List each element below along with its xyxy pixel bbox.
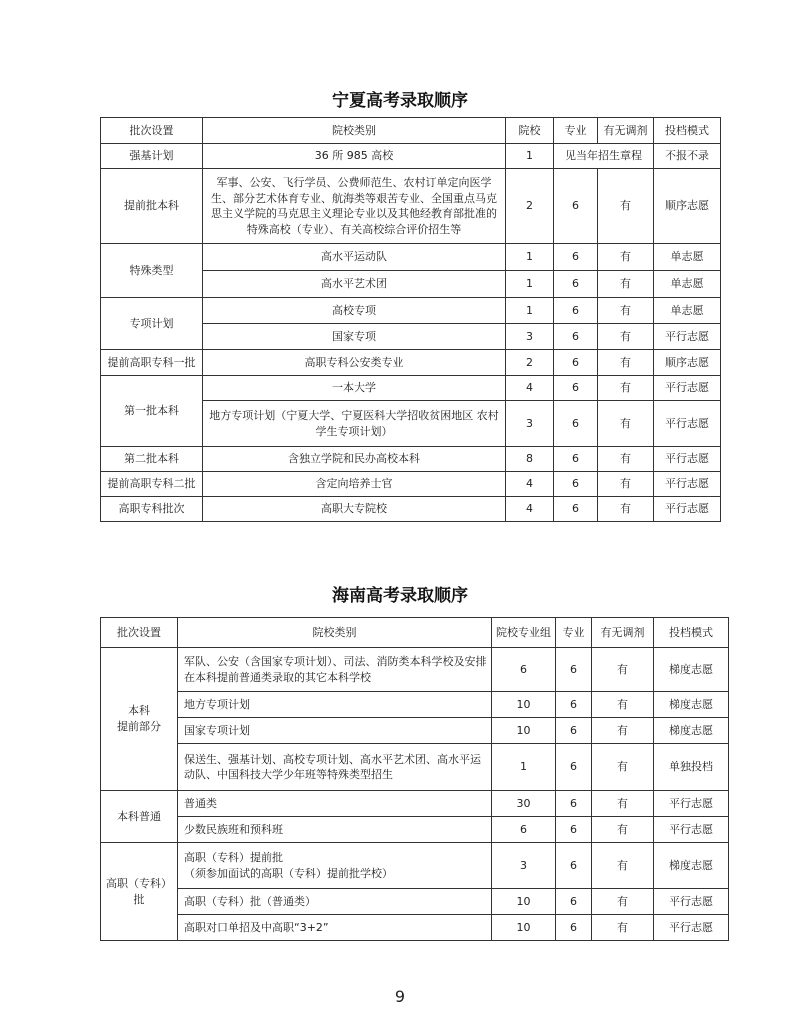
table-row [101, 472, 721, 497]
groups-cell: 6 [492, 648, 556, 692]
table-row [101, 298, 721, 324]
mode-cell: 平行志愿 [654, 324, 721, 350]
majors-cell: 6 [554, 447, 598, 472]
majors-cell: 6 [554, 244, 598, 271]
table-row [101, 843, 729, 889]
groups-cell: 10 [492, 915, 556, 941]
adjust-cell: 有 [598, 401, 654, 447]
mode-cell: 平行志愿 [654, 497, 721, 522]
majors-cell: 6 [556, 817, 592, 843]
adjust-cell: 有 [598, 376, 654, 401]
note-cell: 见当年招生章程 [554, 144, 654, 169]
mode-cell: 平行志愿 [654, 376, 721, 401]
groups-cell: 10 [492, 889, 556, 915]
mode-cell: 单志愿 [654, 244, 721, 271]
table-row [101, 497, 721, 522]
majors-cell: 6 [554, 401, 598, 447]
batch-cell: 提前批本科 [101, 169, 203, 244]
schools-cell: 3 [506, 401, 554, 447]
table-row [101, 244, 721, 271]
mode-cell: 单独投档 [654, 744, 729, 791]
table-row [101, 169, 721, 244]
adjust-cell: 有 [598, 271, 654, 298]
adjust-cell: 有 [598, 298, 654, 324]
adjust-cell: 有 [592, 915, 654, 941]
table-row [101, 889, 729, 915]
table-row [101, 144, 721, 169]
category-cell: 保送生、强基计划、高校专项计划、高水平艺术团、高水平运动队、中国科技大学少年班等特殊类型招生 [178, 744, 492, 791]
ningxia-table [100, 117, 721, 522]
table-header-row [101, 618, 729, 648]
adjust-cell: 有 [592, 817, 654, 843]
column-header: 专业 [554, 118, 598, 144]
majors-cell: 6 [554, 169, 598, 244]
table-row [101, 817, 729, 843]
table-row [101, 376, 721, 401]
groups-cell: 6 [492, 817, 556, 843]
column-header: 有无调剂 [598, 118, 654, 144]
table-row [101, 744, 729, 791]
category-cell: 高校专项 [203, 298, 506, 324]
category-cell: 高职专科公安类专业 [203, 350, 506, 376]
table-row [101, 718, 729, 744]
adjust-cell: 有 [592, 843, 654, 889]
table-row [101, 791, 729, 817]
mode-cell: 顺序志愿 [654, 169, 721, 244]
adjust-cell: 有 [598, 324, 654, 350]
batch-cell: 本科 提前部分 [101, 648, 178, 791]
majors-cell: 6 [554, 472, 598, 497]
majors-cell: 6 [556, 889, 592, 915]
mode-cell: 平行志愿 [654, 791, 729, 817]
schools-cell: 1 [506, 271, 554, 298]
schools-cell: 1 [506, 144, 554, 169]
category-cell: 高水平运动队 [203, 244, 506, 271]
batch-cell: 高职专科批次 [101, 497, 203, 522]
column-header: 院校 [506, 118, 554, 144]
groups-cell: 10 [492, 718, 556, 744]
category-cell: 高职（专科）批（普通类） [178, 889, 492, 915]
batch-cell: 强基计划 [101, 144, 203, 169]
batch-cell: 本科普通 [101, 791, 178, 843]
column-header: 院校类别 [203, 118, 506, 144]
column-header: 有无调剂 [592, 618, 654, 648]
table-header-row [101, 118, 721, 144]
category-cell: 一本大学 [203, 376, 506, 401]
ningxia-title: 宁夏高考录取顺序 [332, 91, 468, 111]
groups-cell: 30 [492, 791, 556, 817]
mode-cell: 不报不录 [654, 144, 721, 169]
table-row [101, 350, 721, 376]
batch-cell: 提前高职专科二批 [101, 472, 203, 497]
schools-cell: 2 [506, 350, 554, 376]
batch-cell: 第一批本科 [101, 376, 203, 447]
mode-cell: 梯度志愿 [654, 718, 729, 744]
hainan-table [100, 617, 729, 941]
adjust-cell: 有 [592, 744, 654, 791]
column-header: 院校类别 [178, 618, 492, 648]
majors-cell: 6 [556, 843, 592, 889]
majors-cell: 6 [556, 718, 592, 744]
category-cell: 普通类 [178, 791, 492, 817]
adjust-cell: 有 [592, 889, 654, 915]
schools-cell: 3 [506, 324, 554, 350]
schools-cell: 2 [506, 169, 554, 244]
hainan-title: 海南高考录取顺序 [332, 586, 468, 606]
column-header: 批次设置 [101, 118, 203, 144]
majors-cell: 6 [554, 497, 598, 522]
mode-cell: 平行志愿 [654, 472, 721, 497]
mode-cell: 平行志愿 [654, 889, 729, 915]
category-cell: 高职大专院校 [203, 497, 506, 522]
batch-cell: 提前高职专科一批 [101, 350, 203, 376]
table-row [101, 692, 729, 718]
schools-cell: 4 [506, 472, 554, 497]
majors-cell: 6 [556, 791, 592, 817]
table-row [101, 648, 729, 692]
adjust-cell: 有 [598, 472, 654, 497]
batch-cell: 高职（专科） 批 [101, 843, 178, 941]
page-number: 9 [394, 987, 406, 1006]
category-cell: 地方专项计划（宁夏大学、宁夏医科大学招收贫困地区 农村学生专项计划） [203, 401, 506, 447]
mode-cell: 平行志愿 [654, 401, 721, 447]
column-header: 投档模式 [654, 618, 729, 648]
majors-cell: 6 [556, 744, 592, 791]
mode-cell: 单志愿 [654, 271, 721, 298]
majors-cell: 6 [554, 271, 598, 298]
category-cell: 地方专项计划 [178, 692, 492, 718]
schools-cell: 8 [506, 447, 554, 472]
adjust-cell: 有 [592, 648, 654, 692]
column-header: 投档模式 [654, 118, 721, 144]
mode-cell: 梯度志愿 [654, 648, 729, 692]
mode-cell: 平行志愿 [654, 915, 729, 941]
schools-cell: 4 [506, 376, 554, 401]
batch-cell: 特殊类型 [101, 244, 203, 298]
adjust-cell: 有 [598, 169, 654, 244]
mode-cell: 平行志愿 [654, 817, 729, 843]
column-header: 专业 [556, 618, 592, 648]
category-cell: 军事、公安、飞行学员、公费师范生、农村订单定向医学生、部分艺术体育专业、航海类等艰苦专业、全国重点马克思主义学院的马克思主义理论专业以及其他经教育部批准的特殊高校（专业）、有关高校综合评价招生等 [203, 169, 506, 244]
category-cell: 少数民族班和预科班 [178, 817, 492, 843]
adjust-cell: 有 [598, 244, 654, 271]
batch-cell: 第二批本科 [101, 447, 203, 472]
majors-cell: 6 [554, 350, 598, 376]
groups-cell: 3 [492, 843, 556, 889]
table-row [101, 447, 721, 472]
category-cell: 高职（专科）提前批 （须参加面试的高职（专科）提前批学校） [178, 843, 492, 889]
category-cell: 高水平艺术团 [203, 271, 506, 298]
adjust-cell: 有 [592, 692, 654, 718]
adjust-cell: 有 [598, 447, 654, 472]
mode-cell: 梯度志愿 [654, 843, 729, 889]
majors-cell: 6 [554, 324, 598, 350]
category-cell: 高职对口单招及中高职“3+2” [178, 915, 492, 941]
category-cell: 36 所 985 高校 [203, 144, 506, 169]
adjust-cell: 有 [598, 497, 654, 522]
schools-cell: 1 [506, 244, 554, 271]
adjust-cell: 有 [598, 350, 654, 376]
groups-cell: 10 [492, 692, 556, 718]
adjust-cell: 有 [592, 718, 654, 744]
schools-cell: 1 [506, 298, 554, 324]
column-header: 批次设置 [101, 618, 178, 648]
majors-cell: 6 [554, 376, 598, 401]
category-cell: 军队、公安（含国家专项计划）、司法、消防类本科学校及安排在本科提前普通类录取的其它本科学校 [178, 648, 492, 692]
mode-cell: 平行志愿 [654, 447, 721, 472]
majors-cell: 6 [556, 648, 592, 692]
majors-cell: 6 [554, 298, 598, 324]
adjust-cell: 有 [592, 791, 654, 817]
schools-cell: 4 [506, 497, 554, 522]
mode-cell: 顺序志愿 [654, 350, 721, 376]
column-header: 院校专业组 [492, 618, 556, 648]
category-cell: 含定向培养士官 [203, 472, 506, 497]
category-cell: 国家专项 [203, 324, 506, 350]
groups-cell: 1 [492, 744, 556, 791]
majors-cell: 6 [556, 692, 592, 718]
batch-cell: 专项计划 [101, 298, 203, 350]
category-cell: 国家专项计划 [178, 718, 492, 744]
majors-cell: 6 [556, 915, 592, 941]
table-row [101, 915, 729, 941]
mode-cell: 单志愿 [654, 298, 721, 324]
category-cell: 含独立学院和民办高校本科 [203, 447, 506, 472]
mode-cell: 梯度志愿 [654, 692, 729, 718]
